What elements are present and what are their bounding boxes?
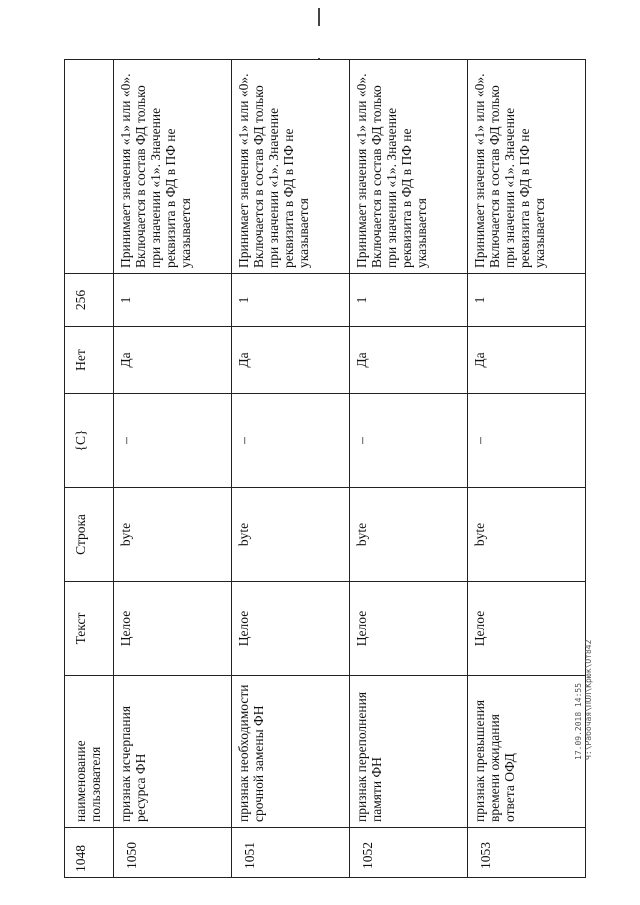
table-row — [468, 60, 586, 878]
row-code: 1051 — [232, 828, 350, 878]
page-tick-mark — [318, 8, 320, 26]
row-name: признак необходимости срочной замены ФН — [232, 676, 350, 828]
row-type: Целое — [232, 582, 350, 676]
row-length: 1 — [350, 274, 468, 327]
row-form: – — [114, 394, 232, 488]
row-name: признак переполнения памяти ФН — [350, 676, 468, 828]
header-form: {С} — [65, 394, 114, 488]
row-format: byte — [232, 488, 350, 582]
row-length: 1 — [232, 274, 350, 327]
row-note: Принимает значения «1» или «0». Включается в состав ФД только при значении «1». Значение реквизита в ФД в ПФ не указывается — [114, 60, 232, 274]
row-code: 1053 — [468, 828, 586, 878]
row-note: Принимает значения «1» или «0». Включается в состав ФД только при значении «1». Значение реквизита в ФД в ПФ не указывается — [232, 60, 350, 274]
row-length: 1 — [114, 274, 232, 327]
row-format: byte — [350, 488, 468, 582]
row-required: Да — [114, 327, 232, 394]
row-form: – — [232, 394, 350, 488]
row-format: byte — [468, 488, 586, 582]
stamp-date: 17.09.2018 14:55 — [574, 682, 583, 760]
row-note: Принимает значения «1» или «0». Включается в состав ФД только при значении «1». Значение реквизита в ФД в ПФ не указывается — [468, 60, 586, 274]
header-type: Текст — [65, 582, 114, 676]
table-row — [114, 60, 232, 878]
header-length: 256 — [65, 274, 114, 327]
row-type: Целое — [114, 582, 232, 676]
row-form: – — [468, 394, 586, 488]
row-length: 1 — [468, 274, 586, 327]
row-type: Целое — [350, 582, 468, 676]
row-required: Да — [350, 327, 468, 394]
row-required: Да — [468, 327, 586, 394]
row-name: признак превышения времени ожидания ответа ОФД — [468, 676, 586, 828]
header-required: Нет — [65, 327, 114, 394]
row-code: 1050 — [114, 828, 232, 878]
stamp-path: Ч:\Рабочая\ПОЛ\Крюк\От842 — [584, 639, 593, 760]
row-format: byte — [114, 488, 232, 582]
header-code: 1048 — [65, 828, 114, 878]
header-name: наименование пользователя — [65, 676, 114, 828]
table-row — [232, 60, 350, 878]
header-format: Строка — [65, 488, 114, 582]
row-form: – — [350, 394, 468, 488]
file-stamp — [574, 640, 594, 760]
header-note — [65, 60, 114, 274]
row-note: Принимает значения «1» или «0». Включается в состав ФД только при значении «1». Значение реквизита в ФД в ПФ не указывается — [350, 60, 468, 274]
table-row — [350, 60, 468, 878]
row-name: признак исчерпания ресурса ФН — [114, 676, 232, 828]
row-type: Целое — [468, 582, 586, 676]
requisites-table — [64, 59, 586, 878]
row-code: 1052 — [350, 828, 468, 878]
row-required: Да — [232, 327, 350, 394]
table-header-row — [65, 60, 114, 878]
